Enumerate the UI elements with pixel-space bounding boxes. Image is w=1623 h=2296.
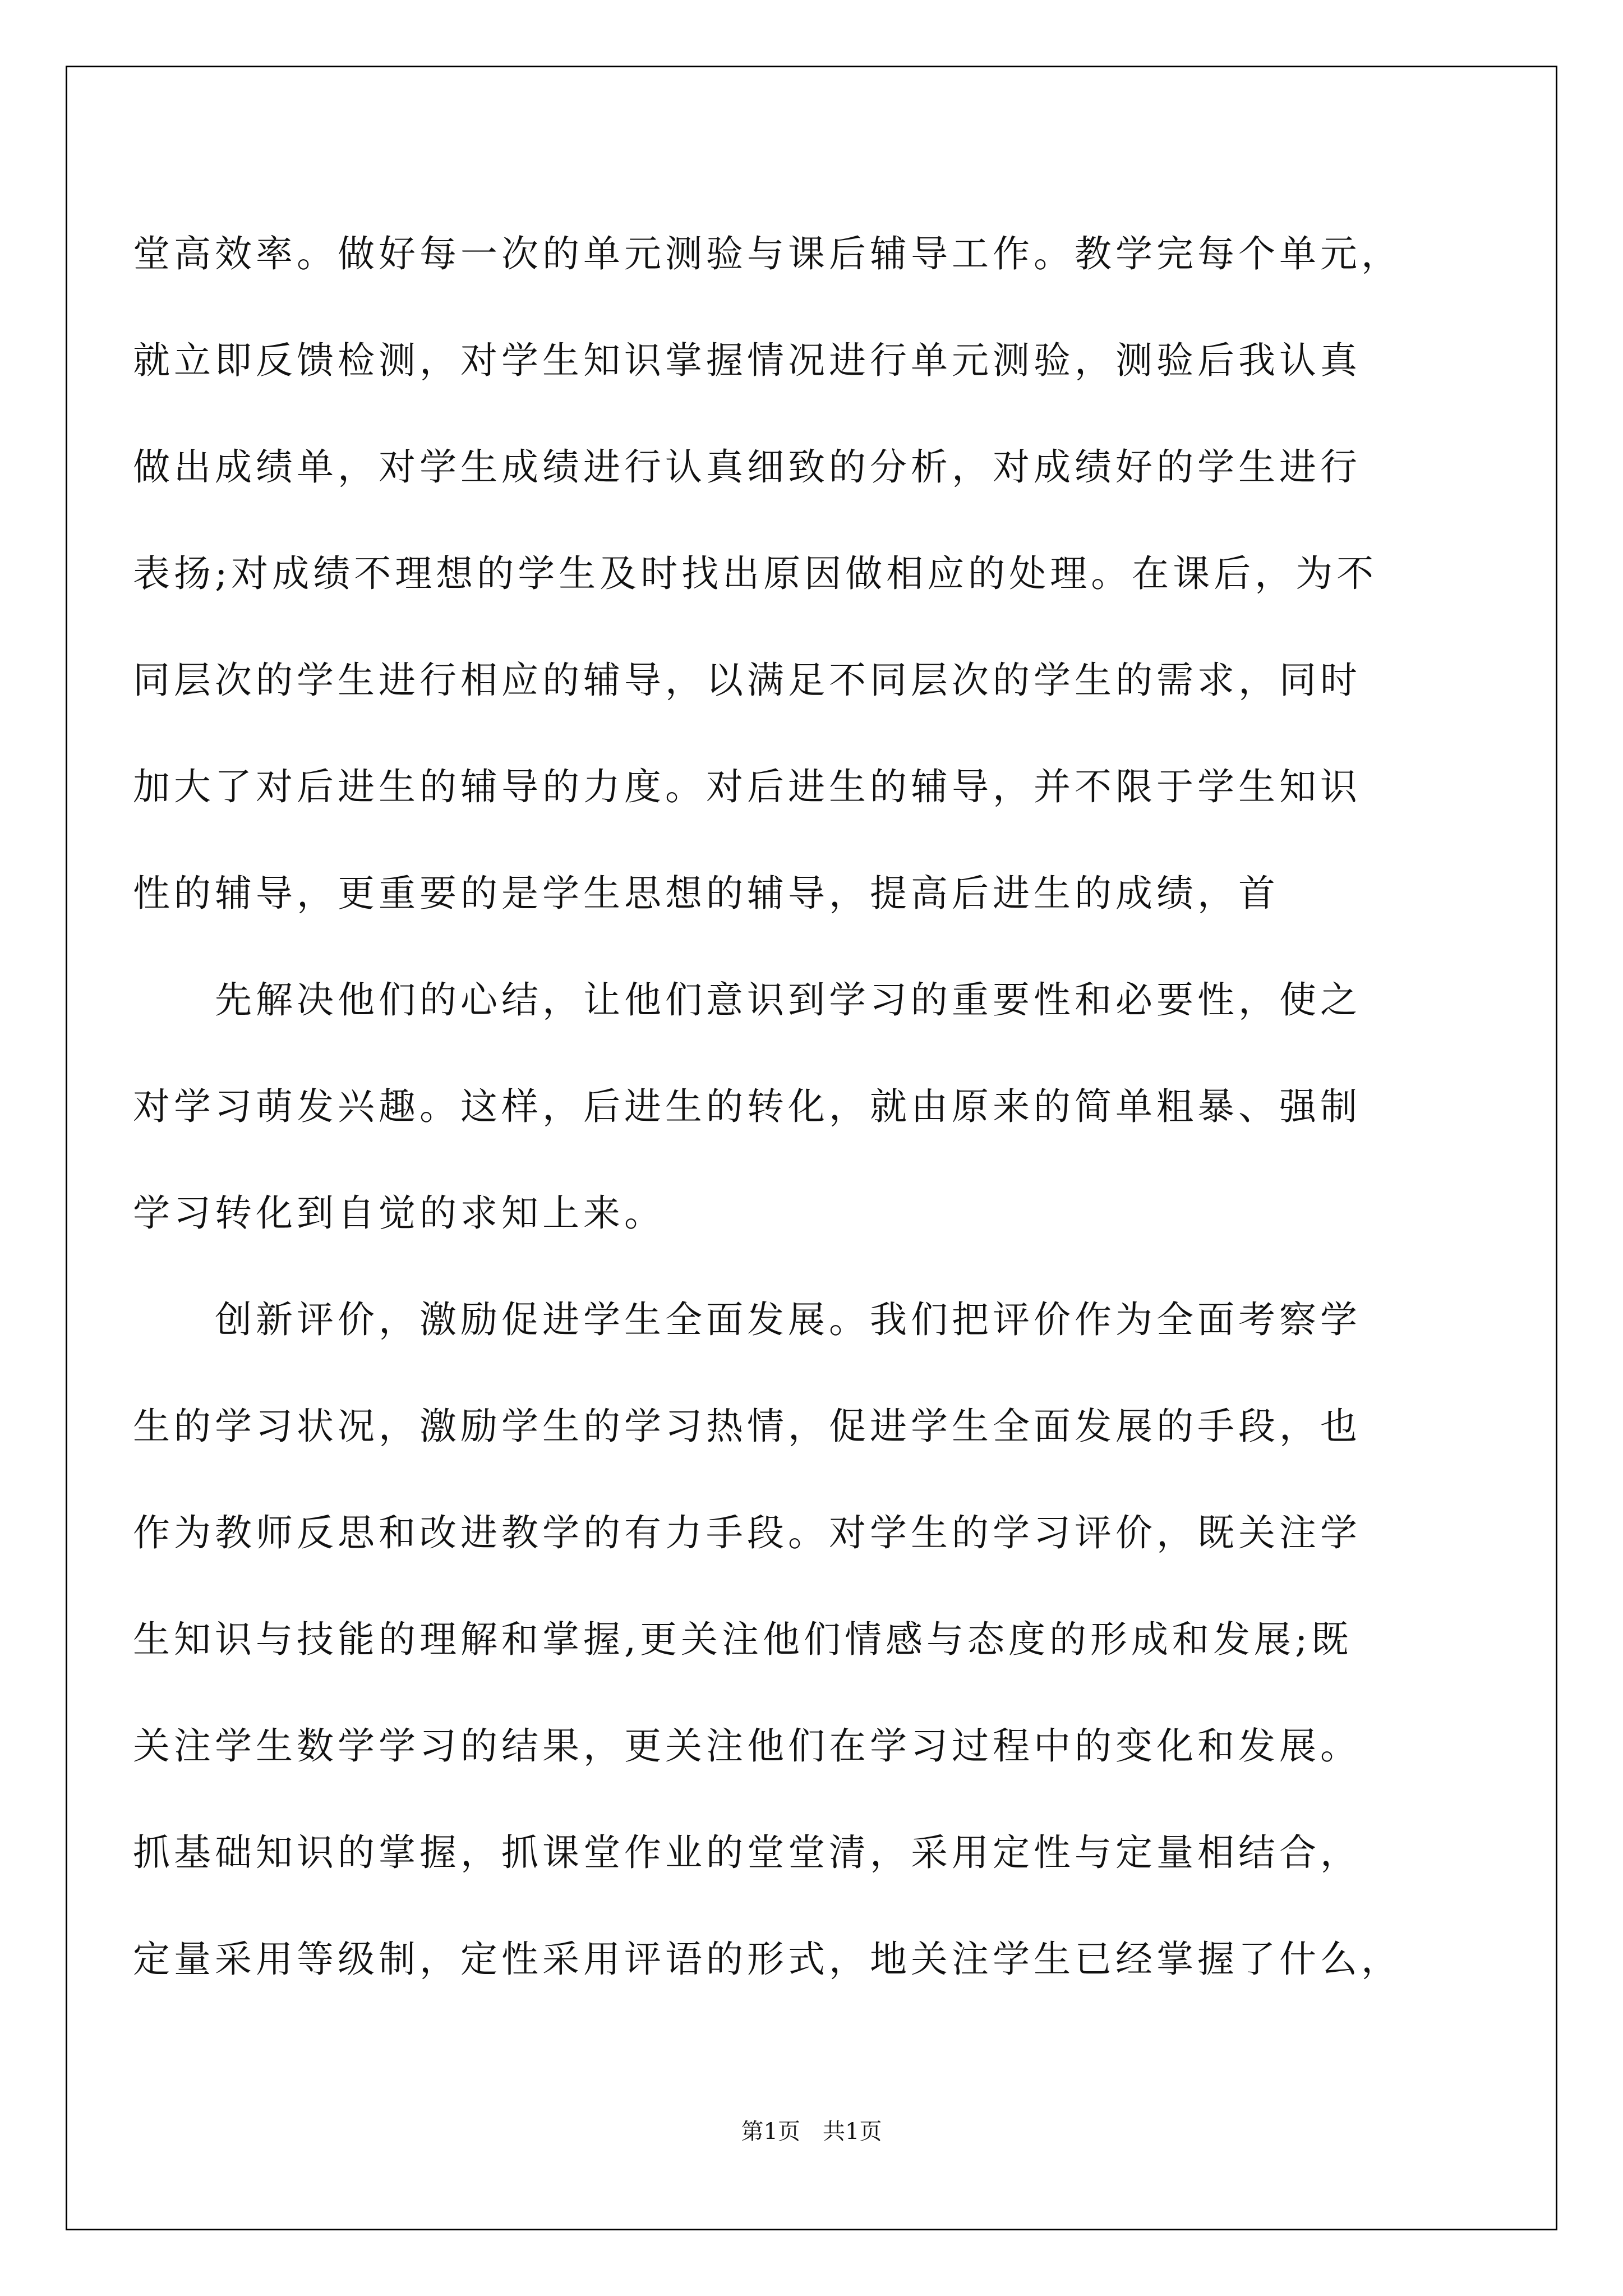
page-footer: 第1页 共1页 [741, 2119, 882, 2145]
text-line: 同层次的学生进行相应的辅导，以满足不同层次的学生的需求，同时 [133, 659, 1361, 702]
text-line: 定量采用等级制，定性采用评语的形式，地关注学生已经掌握了什么， [133, 1938, 1402, 1981]
text-line: 表扬;对成绩不理想的学生及时找出原因做相应的处理。在课后，为不 [133, 552, 1378, 595]
text-line: 性的辅导，更重要的是学生思想的辅导，提高后进生的成绩，首 [133, 872, 1279, 915]
text-line: 就立即反馈检测，对学生知识掌握情况进行单元测验，测验后我认真 [133, 339, 1361, 382]
text-line: 作为教师反思和改进教学的有力手段。对学生的学习评价，既关注学 [133, 1511, 1361, 1554]
text-line: 对学习萌发兴趣。这样，后进生的转化，就由原来的简单粗暴、强制 [133, 1085, 1361, 1128]
text-line: 学习转化到自觉的求知上来。 [133, 1191, 665, 1235]
text-line: 加大了对后进生的辅导的力度。对后进生的辅导，并不限于学生知识 [133, 765, 1361, 808]
text-line: 做出成绩单，对学生成绩进行认真细致的分析，对成绩好的学生进行 [133, 445, 1361, 489]
document-body [133, 201, 1490, 2013]
text-line: 关注学生数学学习的结果，更关注他们在学习过程中的变化和发展。 [133, 1724, 1361, 1768]
text-line: 堂高效率。做好每一次的单元测验与课后辅导工作。教学完每个单元， [133, 232, 1402, 275]
text-line: 抓基础知识的掌握，抓课堂作业的堂堂清，采用定性与定量相结合， [133, 1831, 1361, 1874]
text-line: 先解决他们的心结，让他们意识到学习的重要性和必要性，使之 [133, 978, 1361, 1022]
text-line: 生知识与技能的理解和掌握,更关注他们情感与态度的形成和发展;既 [133, 1618, 1353, 1661]
text-line: 创新评价，激励促进学生全面发展。我们把评价作为全面考察学 [133, 1298, 1361, 1341]
text-line: 生的学习状况，激励学生的学习热情，促进学生全面发展的手段，也 [133, 1405, 1361, 1448]
